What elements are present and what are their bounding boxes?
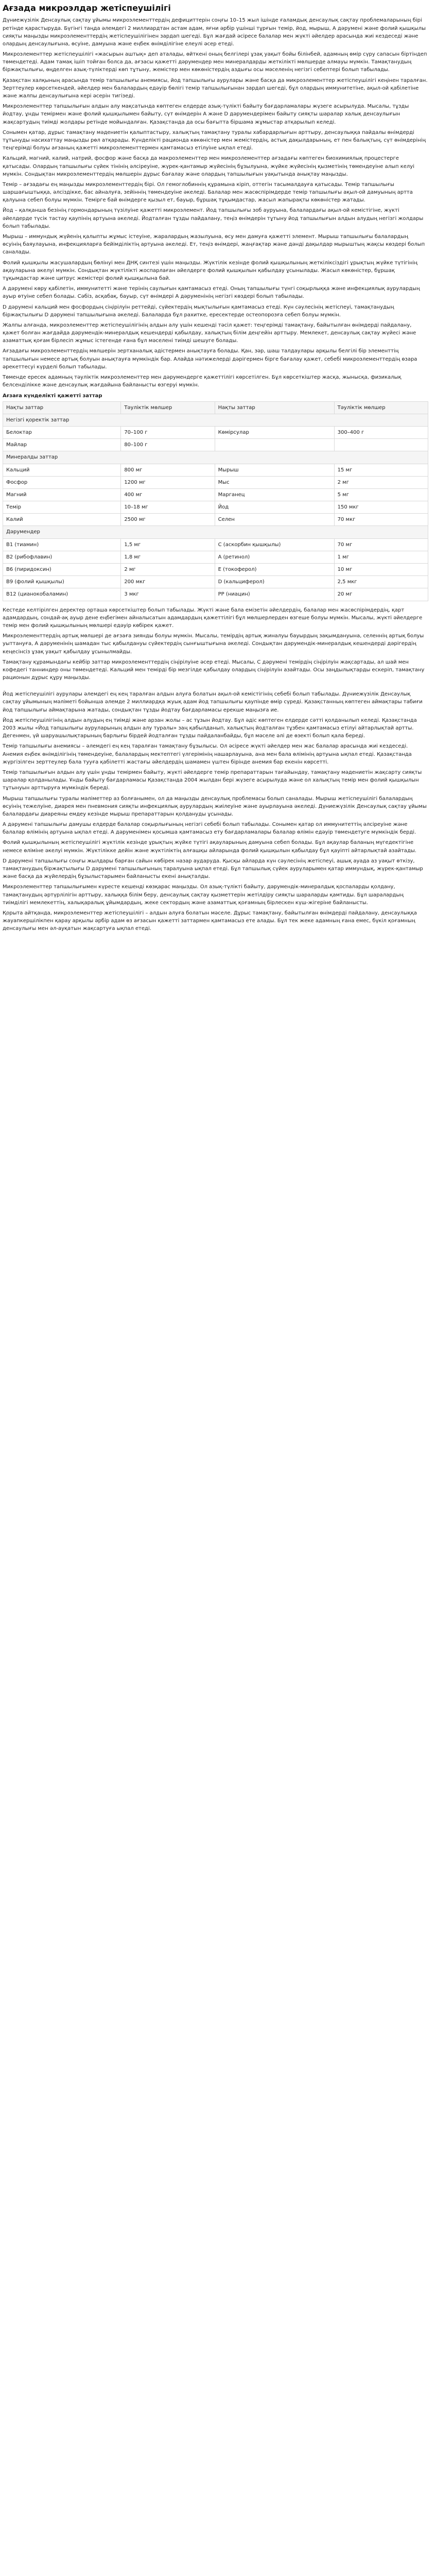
paragraph: Темір – ағзадағы ең маңызды микроэлементтердің бірі. Ол гемоглобиннің құрамына кіріп, оттегін тасымалдауға қатысады. Темір тапшылығы шаршағыштыққа, әлсіздікке, бас айналуға, зейіннің төмендеуіне әкеледі. Балалар мен жасөспірімдерде темір тапшылығы ақыл-ой дамуының артта қалуына себеп болуы мүмкін. Темірге бай өнімдерге қызыл ет, бауыр, бұршақ тұқымдастар, жасыл жапырақты көкөністер жатады.: [3, 181, 413, 204]
table-cell: 200 мкг: [121, 576, 215, 588]
paragraph: D дәрумені кальций мен фосфордың сіңірілуін реттейді, сүйектердің мықтылығын қамтамасыз етеді. Күн сәулесінің жетіспеуі, тамақтанудың біржақтылығы D дәрумені тапшылығына әкеледі. Балаларда бұл рахитке, ересектерде остеопорозға себеп болуы мүмкін.: [3, 304, 394, 318]
paragraph: Кальций, магний, калий, натрий, фосфор және басқа да макроэлементтер мен микроэлементтер ағзадағы көптеген биохимиялық процестерге қатысады. Олардың тапшылығы сүйек тінінің әлсіреуіне, жүрек-қантамыр жүйесінің бұзылуына, жүйке жүйесінің қызметінің төмендеуіне алып келуі мүмкін. Сондықтан микроэлементтердің мөлшерін дұрыс бағалау және олардың тапшылығын уақытында анықтау маңызды.: [3, 156, 414, 177]
paragraph: Микроэлементтер жетіспеушілігі «жасырын аштық» деп аталады, өйткені оның белгілері ұзақ уақыт бойы білінбей, адамның өмір сүру сапасын біртіндеп төмендетеді. Адам тамақ ішіп тойған болса да, ағзасы қажетті дәрумендер мен минералдарды жеткілікті мөлшерде алмауы мүмкін. Тамақтанудың біржақтылығы, өңделген азық-түліктерді көп тұтыну, жемістер мен көкөністердің аздығы осы мәселенің негізгі себептері болып табылады.: [3, 52, 427, 73]
table-cell: 80–100 г: [121, 439, 215, 451]
table-cell: D (кальциферол): [215, 576, 334, 588]
table-cell: Майлар: [3, 439, 121, 451]
table-group-row: [3, 451, 428, 464]
table-cell: B9 (фолий қышқылы): [3, 576, 121, 588]
paragraph: Тамақтану құрамындағы кейбір заттар микроэлементтердің сіңірілуіне әсер етеді. Мысалы, С дәрумені темірдің сіңірілуін жақсартады, ал шай мен кофедегі танниндер оны төмендетеді. Кальций мен темірді бір мезгілде қабылдау олардың сіңірілуін азайтады. Осы заңдылықтарды ескеріп, тамақтану рационын дұрыс құру маңызды.: [3, 659, 425, 681]
table-cell: Белоктар: [3, 426, 121, 438]
paragraph: Темір тапшылығы анемиясы – әлемдегі ең кең таралған тамақтану бұзылысы. Ол әсіресе жүкті әйелдер мен жас балалар арасында жиі кездеседі. Анемия еңбек өнімділігінің төмендеуіне, балалардың мектептегі үлгерімінің нашарлауына, ана мен бала өлімінің артуына ықпал етеді. Қазақстанда жүргізілген зерттеулер бала тууға қабілетті жастағы әйелдердің шамамен үштен бірінде анемия бар екенін көрсетті.: [3, 743, 412, 765]
after-table-section: [3, 606, 428, 682]
table-cell: 150 мкг: [334, 501, 428, 514]
table-cell: 1,5 мг: [121, 538, 215, 551]
final-section: [3, 690, 428, 933]
nutrient-table: [3, 401, 428, 601]
paragraph: Кестеде келтірілген деректер орташа көрсеткіштер болып табылады. Жүкті және бала емізетін әйелдердің, балалар мен жасөспірімдердің, қарт адамдардың, сондай-ақ ауыр дене еңбегімен айналысатын адамдардың қажеттілігі бұл мөлшерлерден өзгеше болуы мүмкін. Мысалы, жүкті әйелдерге темір мен фолий қышқылының мөлшері едәуір көбірек қажет.: [3, 607, 423, 629]
paragraph: Микроэлементтер тапшылығын алдын алу мақсатында көптеген елдерде азық-түлікті байыту бағдарламалары жүзеге асырылуда. Мысалы, тұзды йодтау, ұнды темірмен және фолий қышқылымен байыту, сүт өнімдерін А және D дәрумендерімен байыту сияқты шаралар халық денсаулығын жақсартудың тиімді жолдары ретінде мойындалған. Қазақстанда да осы бағытта біршама жұмыстар атқарылып келеді.: [3, 104, 409, 125]
table-cell: Йод: [215, 501, 334, 514]
paragraph: Йод жетіспеушілігі аурулары әлемдегі ең кең таралған алдын алуға болатын ақыл-ой кемістігінің себебі болып табылады. Дүниежүзілік Денсаулық сақтау ұйымының мәліметі бойынша әлемде 2 миллиардқа жуық адам йод тапшылығы қаупінде өмір сүреді. Қазақстанның көптеген аймақтары табиғи йод тапшылығы аймақтарына жатады, сондықтан тұзды йодтау бағдарламасы ерекше маңызға ие.: [3, 691, 423, 713]
table-cell: 5 мг: [334, 488, 428, 501]
table-cell: 1,8 мг: [121, 551, 215, 563]
table-row: [3, 538, 428, 551]
table-cell: 2500 мг: [121, 514, 215, 526]
table-header: Нақты заттар: [3, 401, 121, 414]
table-cell: Темір: [3, 501, 121, 514]
table-row: [3, 464, 428, 476]
table-cell: A (ретинол): [215, 551, 334, 563]
table-cell: [215, 439, 334, 451]
paragraph: Төменде ересек адамның тәуліктік микроэлементтер мен дәрумендерге қажеттілігі көрсетілген. Бұл көрсеткіштер жасқа, жынысқа, физикалық белсенділікке және денсаулық жағдайына байланысты өзгеруі мүмкін.: [3, 375, 402, 388]
table-cell: 70 мг: [334, 538, 428, 551]
table-cell: PP (ниацин): [215, 588, 334, 601]
table-cell: 2 мг: [334, 476, 428, 488]
table-row: [3, 514, 428, 526]
table-group-label: Негізгі қоректік заттар: [3, 414, 428, 426]
table-cell: Мырыш: [215, 464, 334, 476]
table-cell: 2,5 мкг: [334, 576, 428, 588]
paragraph: Мырыш – иммундық жүйенің қалыпты жұмыс істеуіне, жаралардың жазылуына, өсу мен дамуға қажетті элемент. Мырыш тапшылығы балалардың өсуінің баяулауына, инфекцияларға бейімділіктің артуына әкеледі. Ет, теңіз өнімдері, жаңғақтар және дәнді дақылдар мырыштың жақсы көздері болып саналады.: [3, 234, 425, 256]
paragraph: Фолий қышқылы жасушалардың бөлінуі мен ДНҚ синтезі үшін маңызды. Жүктілік кезінде фолий қышқылының жеткіліксіздігі ұрықтың жүйке түтігінің ақауларына әкелуі мүмкін. Сондықтан жүктілікті жоспарлаған әйелдерге фолий қышқылын қабылдау ұсынылады. Жасыл көкөністер, бұршақ тұқымдастар және цитрус жемістері фолий қышқылына бай.: [3, 260, 417, 281]
paragraph: Қазақстан халқының арасында темір тапшылығы анемиясы, йод тапшылығы аурулары және басқа да микроэлементтер жетіспеушілігі кеңінен таралған. Зерттеулер көрсеткендей, әйелдер мен балалардың едәуір бөлігі темір тапшылығынан зардап шегеді, бұл олардың иммунитетіне, ақыл-ой қабілетіне және жалпы денсаулығына кері әсерін тигізеді.: [3, 77, 428, 99]
table-cell: 1200 мг: [121, 476, 215, 488]
table-header: Тәуліктік мөлшер: [334, 401, 428, 414]
page-title: Ағзада микроэлдар жетіспеушілігі: [3, 3, 171, 13]
table-cell: Кальций: [3, 464, 121, 476]
section-spacer: [3, 684, 428, 690]
paragraph: Жалпы алғанда, микроэлементтер жетіспеушілігінің алдын алу үшін кешенді тәсіл қажет: теңгерімді тамақтану, байытылған өнімдерді пайдалану, қажет болған жағдайда дәрумендік-минералдық кешендерді қабылдау, халықтың білім деңгейін арттыру. Мемлекет, денсаулық сақтау жүйесі және азаматтық қоғам бірлесіп жұмыс істегенде ғана бұл мәселені тиімді шешуге болады.: [3, 322, 416, 344]
table-row: [3, 576, 428, 588]
table-row: [3, 488, 428, 501]
table-cell: 15 мг: [334, 464, 428, 476]
table-group-label: Минералды заттар: [3, 451, 428, 464]
table-cell: 10–18 мг: [121, 501, 215, 514]
table-row: [3, 564, 428, 576]
paragraph: Йод – қалқанша безінің гормондарының түзілуіне қажетті микроэлемент. Йод тапшылығы зоб ауруына, балалардағы ақыл-ой кемістігіне, жүкті әйелдерде түсік тастау қаупінің артуына әкеледі. Йодталған тұзды пайдалану, теңіз өнімдерін тұтыну йод тапшылығын алдын алудың негізгі жолдары болып табылады.: [3, 208, 424, 229]
table-cell: Марганец: [215, 488, 334, 501]
table-cell: 1 мг: [334, 551, 428, 563]
table-row: [3, 426, 428, 438]
table-cell: Мыс: [215, 476, 334, 488]
table-group-row: [3, 526, 428, 538]
table-cell: [334, 439, 428, 451]
table-cell: B12 (цианокобаламин): [3, 588, 121, 601]
table-header-row: [3, 401, 428, 414]
table-row: [3, 551, 428, 563]
paragraph: А дәрумені тапшылығы дамушы елдерде балалар соқырлығының негізгі себебі болып табылады. Сонымен қатар ол иммунитеттің әлсіреуіне және балалар өлімінің артуына ықпал етеді. А дәруменімен қосымша қамтамасыз ету бағдарламалары балалар өлімін едәуір төмендетуге мүмкіндік берді.: [3, 822, 416, 836]
table-cell: B6 (пиридоксин): [3, 564, 121, 576]
paragraph: Микроэлементтер тапшылығымен күресте кешенді көзқарас маңызды. Ол азық-түлікті байыту, дәрумендік-минералдық қоспаларды қолдану, тамақтанудың әртүрлілігін арттыру, халыққа білім беру, денсаулық сақтау қызметтерін жетілдіру сияқты шараларды қамтиды. Бұл шаралардың тиімділігі мемлекеттің, халықаралық ұйымдардың, жеке сектордың және азаматтық қоғамның бірлескен күш-жігеріне байланысты.: [3, 884, 404, 906]
table-cell: 400 мг: [121, 488, 215, 501]
table-cell: 2 мг: [121, 564, 215, 576]
table-cell: Фосфор: [3, 476, 121, 488]
table-row: [3, 439, 428, 451]
table-row: [3, 588, 428, 601]
table-cell: C (аскорбин қышқылы): [215, 538, 334, 551]
table-cell: 70 мкг: [334, 514, 428, 526]
table-body: [3, 414, 428, 601]
article: [0, 0, 431, 941]
table-cell: 20 мг: [334, 588, 428, 601]
paragraph: Мырыш тапшылығы туралы мәліметтер аз болғанымен, ол да маңызды денсаулық проблемасы болып саналады. Мырыш жетіспеушілігі балалардың өсуінің тежелуіне, диарея мен пневмония сияқты инфекциялық аурулардың жиілеуіне және ауырлауына әкеледі. Дүниежүзілік Денсаулық сақтау ұйымы балалардағы диареяны емдеу кезінде мырыш препараттарын қолдануды ұсынады.: [3, 795, 427, 817]
table-cell: B2 (рибофлавин): [3, 551, 121, 563]
table-cell: 3 мкг: [121, 588, 215, 601]
paragraph: Фолий қышқылының жетіспеушілігі жүктілік кезінде ұрықтың жүйке түтігі ақауларының дамуына себеп болады. Бұл ақаулар баланың мүгедектігіне немесе өліміне әкелуі мүмкін. Жүктілікке дейін және жүктіліктің алғашқы айларында фолий қышқылын қабылдау бұл қауіпті айтарлықтай азайтады.: [3, 840, 416, 854]
table-cell: 300–400 г: [334, 426, 428, 438]
paragraph: А дәрумені көру қабілетін, иммунитетті және терінің саулығын қамтамасыз етеді. Оның тапшылығы түнгі соқырлыққа және инфекциялық аурулардың ауыр өтуіне себеп болады. Сәбіз, асқабақ, бауыр, сүт өнімдері А дәруменінің негізгі көздері болып табылады.: [3, 286, 420, 300]
intro-section: [3, 16, 428, 389]
table-cell: Магний: [3, 488, 121, 501]
paragraph: Темір тапшылығын алдын алу үшін ұнды темірмен байыту, жүкті әйелдерге темір препараттарын тағайындау, тамақтану мәдениетін жақсарту сияқты шаралар қолданылады. Ұнды байыту бағдарламасы Қазақстанда 2004 жылдан бері жүзеге асырылуда және ол халықтың темір мен фолий қышқылын тұтынуын арттыруға мүмкіндік береді.: [3, 769, 422, 791]
table-group-row: [3, 414, 428, 426]
table-header: Тәуліктік мөлшер: [121, 401, 215, 414]
paragraph: D дәрумені тапшылығы соңғы жылдары барған сайын көбірек назар аударуда. Қысқы айларда күн сәулесінің жетіспеуі, ашық ауада аз уақыт өткізу, тамақтанудың біржақтылығы D дәрумені тапшылығының таралуына ықпал етеді. Бұл тапшылық сүйек ауруларымен қатар иммундық, жүрек-қантамыр және басқа да жүйелердің бұзылыстарымен байланысты екені анықталды.: [3, 858, 423, 880]
table-group-label: Дәрумендер: [3, 526, 428, 538]
table-header: Нақты заттар: [215, 401, 334, 414]
paragraph: Микроэлементтердің артық мөлшері де ағзаға зиянды болуы мүмкін. Мысалы, темірдің артық жиналуы бауырдың зақымдануына, селеннің артық болуы уыттануға, А дәруменінің шамадан тыс қабылдануы сүйектердің сынғыштығына әкеледі. Сондықтан дәрумендік-минералдық кешендерді дәрігердің кеңесінсіз ұзақ уақыт қабылдау ұсынылмайды.: [3, 633, 424, 655]
paragraph: Қорыта айтқанда, микроэлементтер жетіспеушілігі – алдын алуға болатын мәселе. Дұрыс тамақтану, байытылған өнімдерді пайдалану, денсаулыққа жауапкершілікпен қарау арқылы әрбір адам өз ағзасын қажетті заттармен қамтамасыз ете алады. Бұл тек жеке адамның ғана емес, бүкіл қоғамның денсаулығы мен әл-ауқатын жақсартуға ықпал етеді.: [3, 910, 417, 932]
table-cell: Калий: [3, 514, 121, 526]
table-cell: E (токоферол): [215, 564, 334, 576]
paragraph: Сонымен қатар, дұрыс тамақтану мәдениетін қалыптастыру, халықтың тамақтану туралы хабардарлығын арттыру, денсаулыққа пайдалы өнімдерді тұтынуды насихаттау маңызды рөл атқарады. Күнделікті рационда көкөністер мен жемістердің, астық дақылдарының, ет пен балықтың, сүт өнімдерінің теңгерімді болуы ағзаның қажетті микроэлементтермен қамтамасыз етілуіне ықпал етеді.: [3, 129, 426, 151]
paragraph: Йод жетіспеушілігінің алдын алудың ең тиімді және арзан жолы – ас тұзын йодтау. Бұл әдіс көптеген елдерде сәтті қолданылып келеді. Қазақстанда 2003 жылы «Йод тапшылығы ауруларының алдын алу туралы» заң қабылданып, халықтың йодталған тұзбен қамтамасыз етілуі айтарлықтай артты. Дегенмен, үй шаруашылықтарының барлығы бірдей йодталған тұзды пайдаланбайды, бұл мәселе әлі де өзекті болып қала береді.: [3, 717, 417, 739]
table-cell: Көмірсулар: [215, 426, 334, 438]
table-cell: Селен: [215, 514, 334, 526]
table-cell: 70–100 г: [121, 426, 215, 438]
table-row: [3, 501, 428, 514]
table-cell: 10 мг: [334, 564, 428, 576]
table-row: [3, 476, 428, 488]
paragraph: Дүниежүзілік Денсаулық сақтау ұйымы микроэлементтердің дефициттерін соңғы 10–15 жыл ішінде ғаламдық денсаулық сақтау проблемаларының бірі ретінде қарастыруда. Бүгінгі таңда әлемдегі 2 миллиардтан астам адам, яғни әрбір үшінші тұрғын темір, йод, мырыш, А дәрумені және фолий қышқылы сияқты маңызды микроэлементтердің жетіспеушілігінен зардап шегеді. Бұл жағдай әсіресе балалар мен жүкті әйелдер арасында жиі кездеседі және олардың денсаулығына, өсуіне, дамуына және еңбек өнімділігіне елеулі әсер етеді.: [3, 18, 426, 47]
table-cell: 800 мг: [121, 464, 215, 476]
paragraph: Ағзадағы микроэлементтердің мөлшерін зертханалық әдістермен анықтауға болады. Қан, зәр, шаш талдаулары арқылы белгілі бір элементтің тапшылығын немесе артық болуын анықтауға мүмкіндік бар. Алайда нәтижелерді дәрігермен бірге бағалау қажет, себебі микроэлементтердің өзара әрекеттесуі күрделі болып табылады.: [3, 348, 417, 370]
table-title: Ағзаға күнделікті қажетті заттар: [3, 393, 102, 399]
table-cell: B1 (тиамин): [3, 538, 121, 551]
